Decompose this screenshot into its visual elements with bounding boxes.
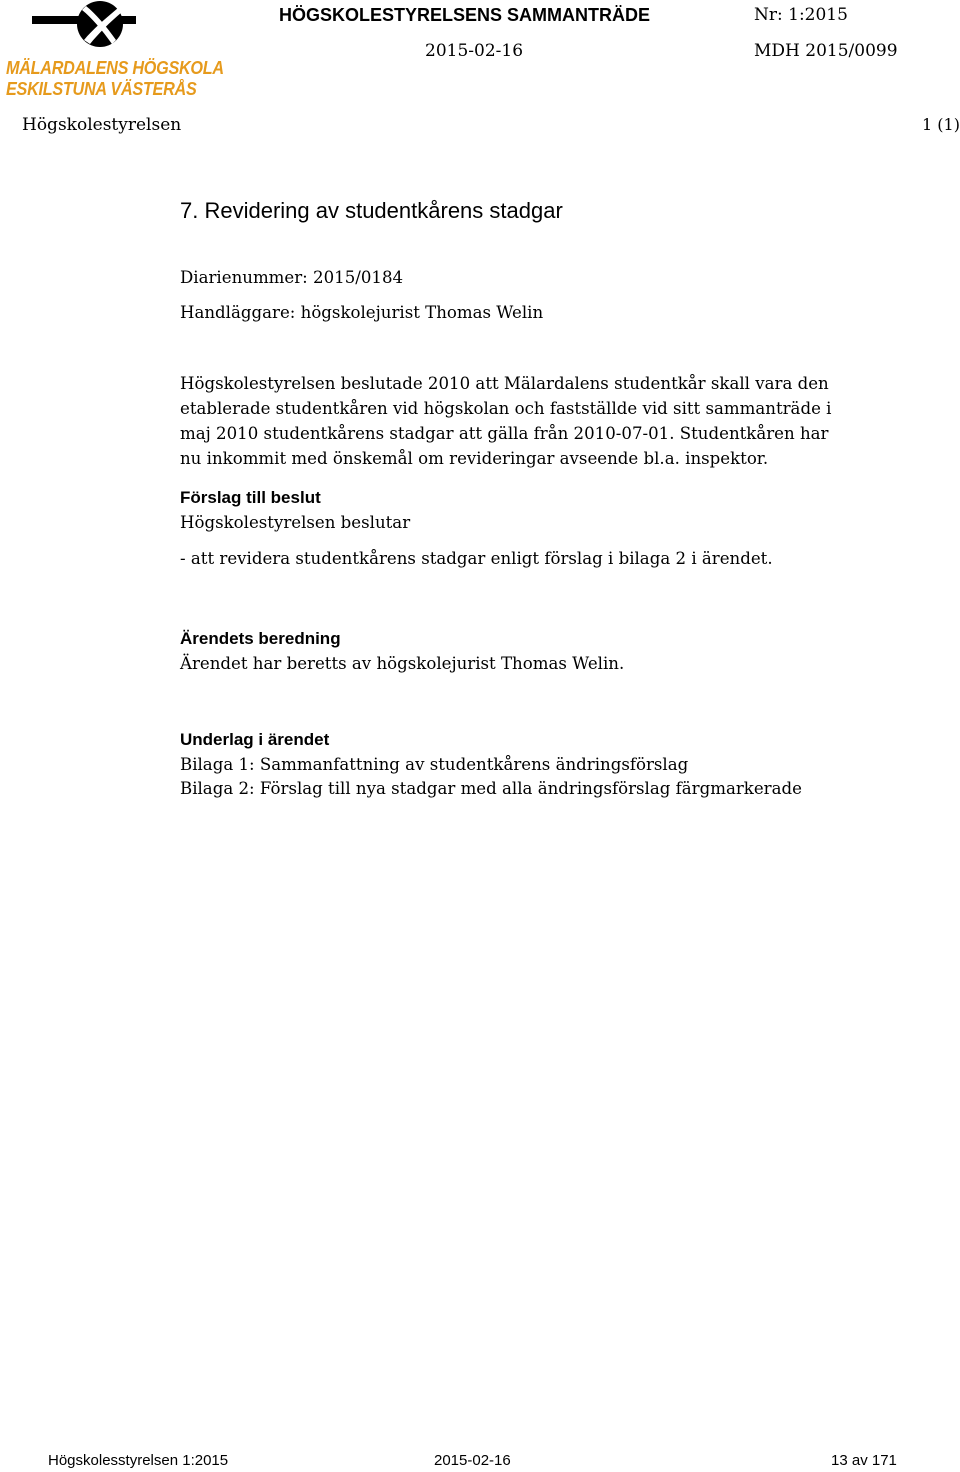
- organization-name: Högskolestyrelsen: [22, 115, 182, 135]
- underlag-heading: Underlag i ärendet: [180, 730, 330, 749]
- reference-number: MDH 2015/0099: [754, 41, 898, 61]
- document-title: 7. Revidering av studentkårens stadgar: [180, 198, 563, 223]
- footer-date: 2015-02-16: [434, 1452, 511, 1469]
- footer-left: Högskolesstyrelsen 1:2015: [48, 1452, 229, 1469]
- forslag-text: Högskolestyrelsen beslutar: [180, 513, 411, 532]
- beredning-heading: Ärendets beredning: [180, 629, 341, 648]
- logo-text-line1: MÄLARDALENS HÖGSKOLA: [6, 58, 224, 78]
- underlag-item: Bilaga 1: Sammanfattning av studentkårens ändringsförslag: [180, 755, 689, 774]
- diarienummer: Diarienummer: 2015/0184: [180, 268, 404, 287]
- intro-line: Högskolestyrelsen beslutade 2010 att Mälardalens studentkår skall vara den: [180, 374, 829, 393]
- forslag-item: - att revidera studentkårens stadgar enligt förslag i bilaga 2 i ärendet.: [180, 549, 773, 568]
- meeting-title: HÖGSKOLESTYRELSENS SAMMANTRÄDE: [279, 5, 651, 25]
- intro-line: nu inkommit med önskemål om revideringar avseende bl.a. inspektor.: [180, 449, 769, 468]
- logo-text-line2: ESKILSTUNA VÄSTERÅS: [6, 79, 197, 99]
- university-logo: [6, 0, 224, 102]
- footer-page-count: 13 av 171: [831, 1452, 897, 1469]
- logo-emblem-icon: [6, 0, 186, 56]
- beredning-text: Ärendet har beretts av högskolejurist Thomas Welin.: [180, 654, 625, 673]
- handlaggare: Handläggare: högskolejurist Thomas Welin: [180, 303, 544, 322]
- meeting-number: Nr: 1:2015: [754, 5, 848, 25]
- page-indicator: 1 (1): [922, 115, 960, 134]
- forslag-heading: Förslag till beslut: [180, 488, 321, 507]
- intro-line: etablerade studentkåren vid högskolan och fastställde vid sitt sammanträde i: [180, 399, 832, 418]
- underlag-item: Bilaga 2: Förslag till nya stadgar med alla ändringsförslag färgmarkerade: [180, 779, 802, 798]
- intro-line: maj 2010 studentkårens stadgar att gälla från 2010-07-01. Studentkåren har: [180, 424, 829, 443]
- meeting-date: 2015-02-16: [425, 41, 524, 61]
